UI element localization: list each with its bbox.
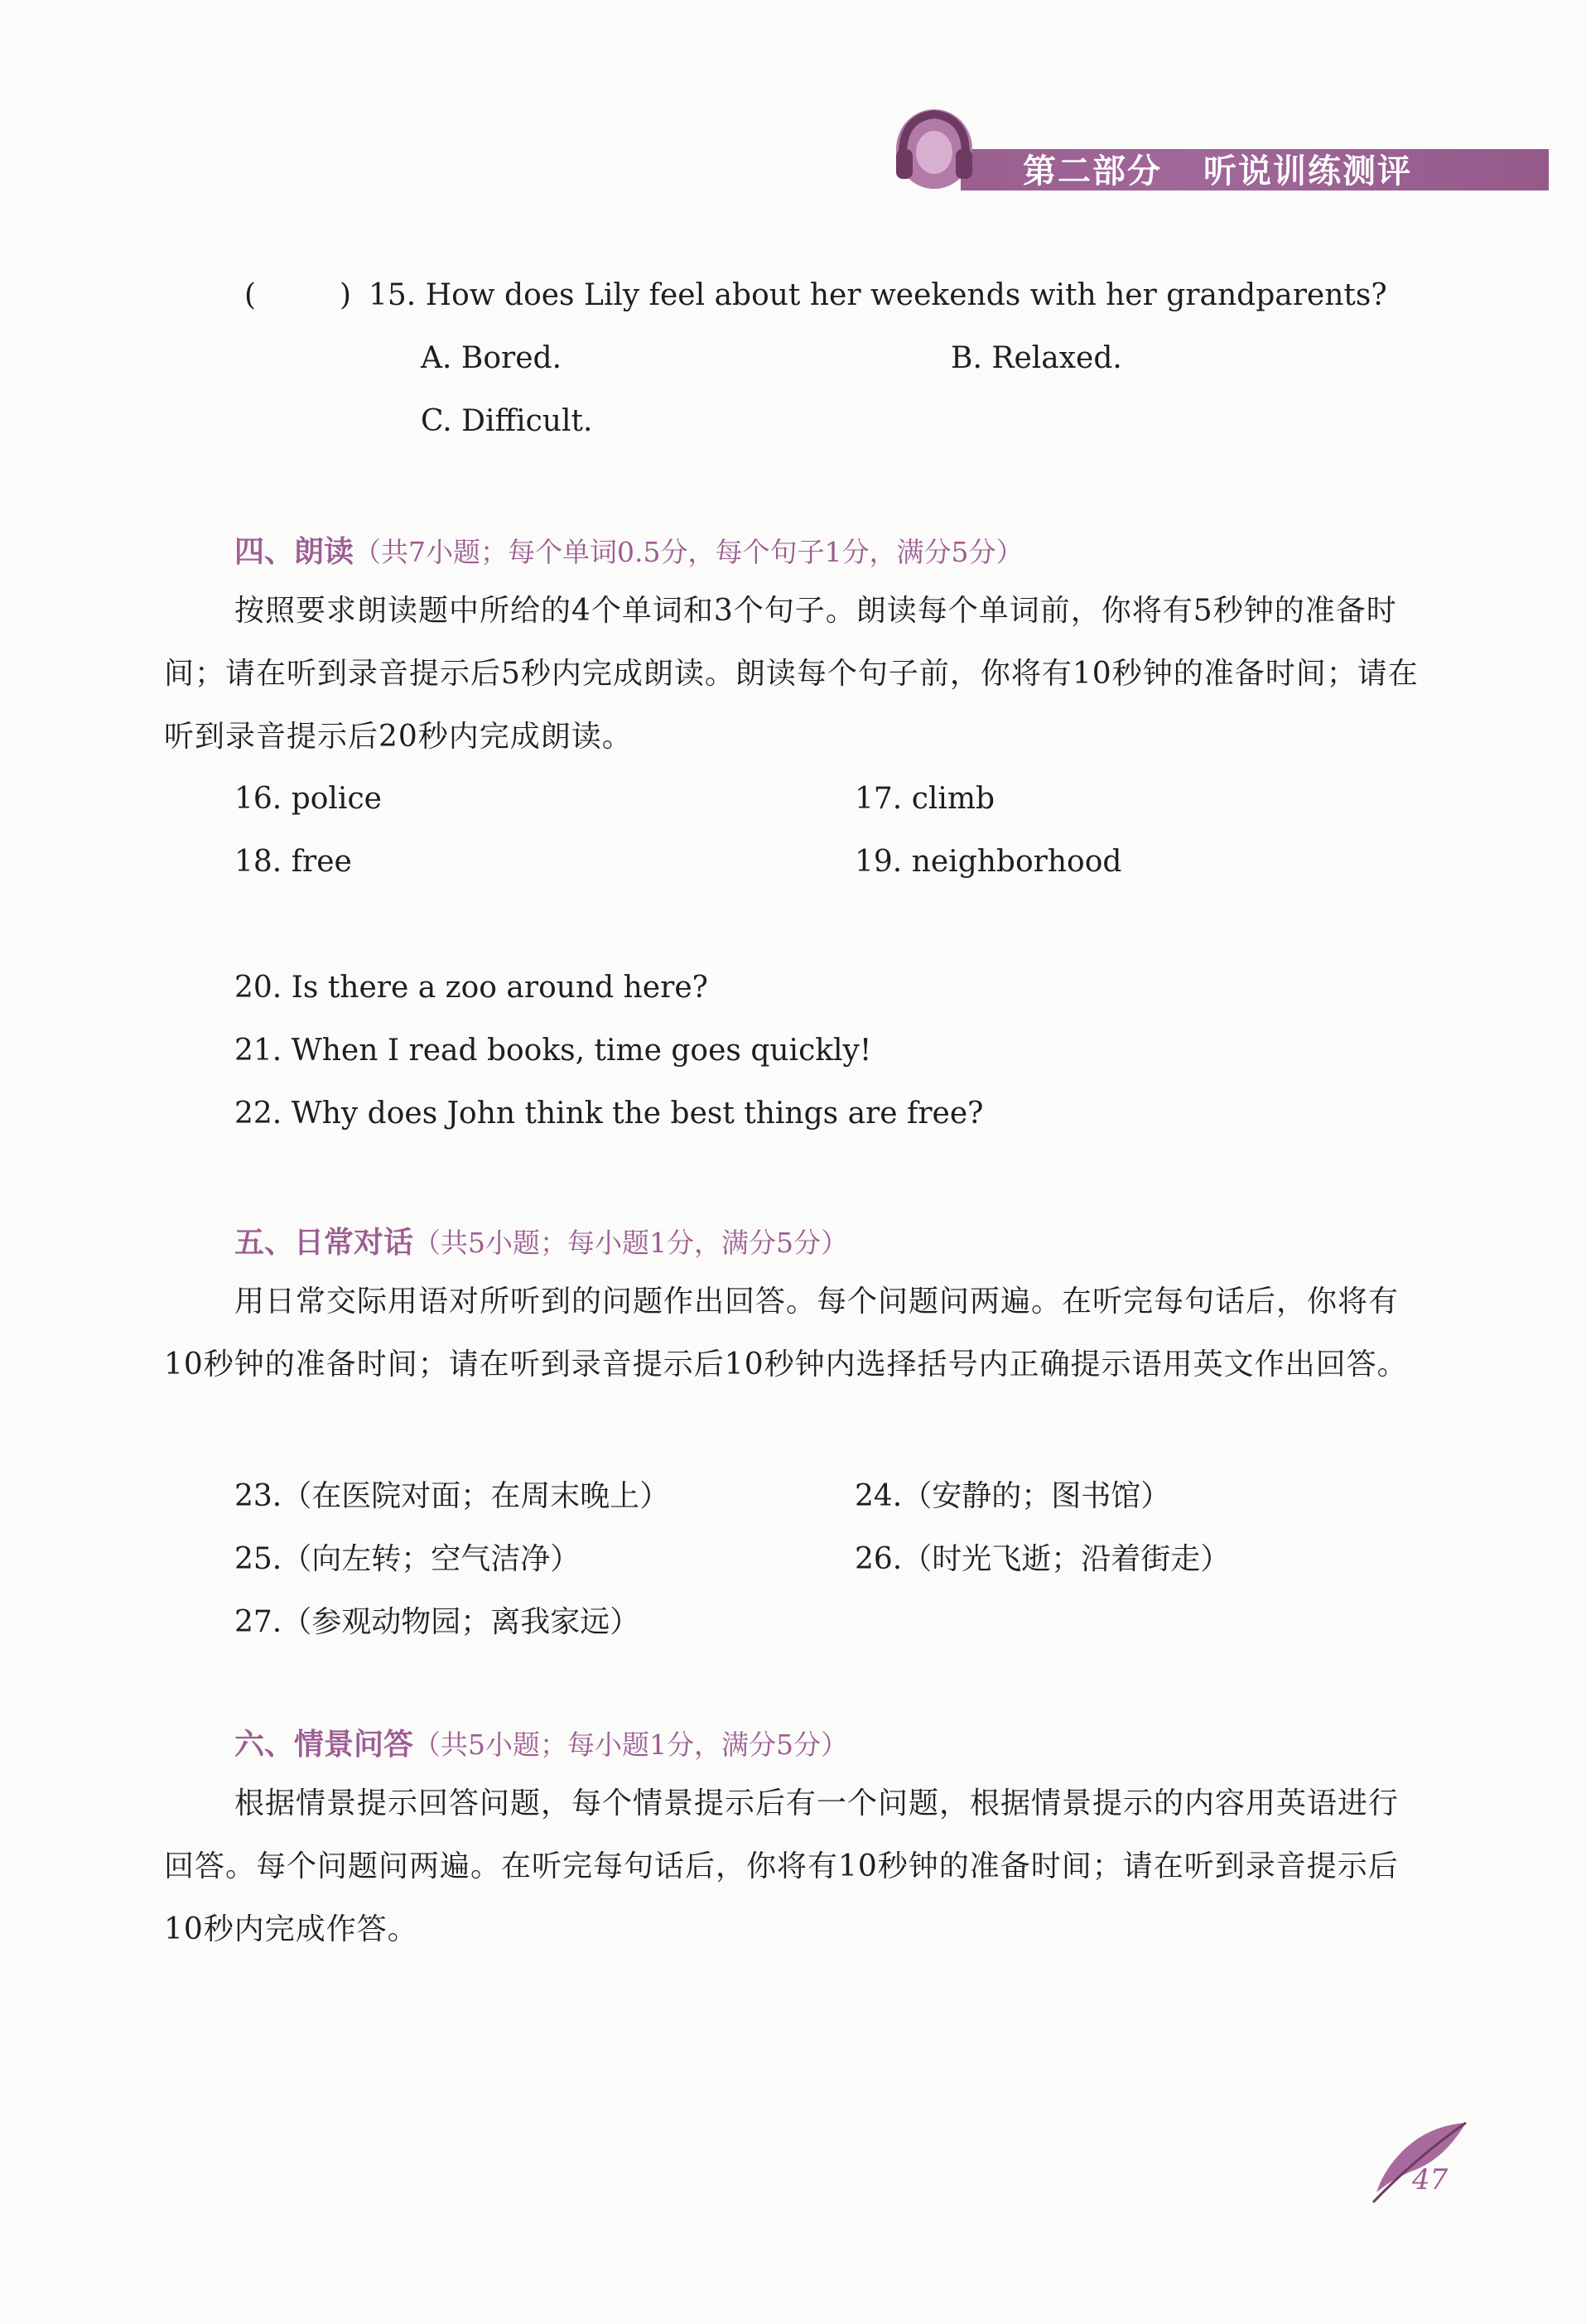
question-15-text: 15. How does Lily feel about her weekends with her grandparents?	[369, 278, 1387, 312]
section-6-instruction: 根据情景提示回答问题，每个情景提示后有一个问题，根据情景提示的内容用英语进行回答。每个问题问两遍。在听完每句话后，你将有10秒钟的准备时间；请在听到录音提示后10秒内完成作答。	[164, 1786, 1400, 1946]
page-number: 47	[1412, 2163, 1449, 2196]
answer-bracket-close: )	[340, 278, 352, 312]
section-6-meta: （共5小题；每小题1分，满分5分）	[413, 1729, 849, 1761]
section-6-name: 六、情景问答	[234, 1728, 414, 1762]
section-6-title	[234, 1721, 848, 1763]
answer-bracket-open: (	[244, 278, 257, 312]
section-5-name: 五、日常对话	[234, 1226, 414, 1260]
word-16: 16. police	[234, 782, 382, 816]
dialogue-25: 25.（向左转；空气洁净）	[234, 1542, 581, 1576]
dialogue-24: 24.（安静的；图书馆）	[855, 1479, 1171, 1513]
dialogue-26: 26.（时光飞逝；沿着街走）	[855, 1542, 1231, 1576]
option-c: C. Difficult.	[421, 404, 593, 438]
section-5-meta: （共5小题；每小题1分，满分5分）	[413, 1227, 849, 1259]
sentence-21: 21. When I read books, time goes quickly!	[234, 1034, 872, 1068]
header-section-title: 听说训练测评	[1203, 152, 1412, 190]
section-4-meta: （共7小题；每个单词0.5分，每个句子1分，满分5分）	[354, 536, 1024, 568]
word-19: 19. neighborhood	[855, 845, 1122, 879]
headphones-icon	[885, 99, 984, 199]
section-5-instruction: 用日常交际用语对所听到的问题作出回答。每个问题问两遍。在听完每句话后，你将有10秒钟的准备时间；请在听到录音提示后10秒钟内选择括号内正确提示语用英文作出回答。	[164, 1285, 1408, 1381]
word-18: 18. free	[234, 845, 352, 879]
header-part: 第二部分	[1023, 152, 1162, 190]
section-4-instruction: 按照要求朗读题中所给的4个单词和3个句子。朗读每个单词前，你将有5秒钟的准备时间；请在听到录音提示后5秒内完成朗读。朗读每个句子前，你将有10秒钟的准备时间；请在听到录音提示后20秒内完成朗读。	[164, 594, 1419, 754]
word-17: 17. climb	[855, 782, 995, 816]
header-title	[1023, 151, 1412, 192]
section-4-name: 四、朗读	[234, 535, 354, 569]
option-a: A. Bored.	[421, 341, 562, 375]
sentence-22: 22. Why does John think the best things are free?	[234, 1097, 984, 1131]
section-5-title	[234, 1219, 848, 1261]
section-4-title	[234, 528, 1023, 571]
dialogue-23: 23.（在医院对面；在周末晚上）	[234, 1479, 670, 1513]
dialogue-27: 27.（参观动物园；离我家远）	[234, 1605, 640, 1639]
sentence-20: 20. Is there a zoo around here?	[234, 971, 708, 1005]
option-b: B. Relaxed.	[951, 341, 1122, 375]
